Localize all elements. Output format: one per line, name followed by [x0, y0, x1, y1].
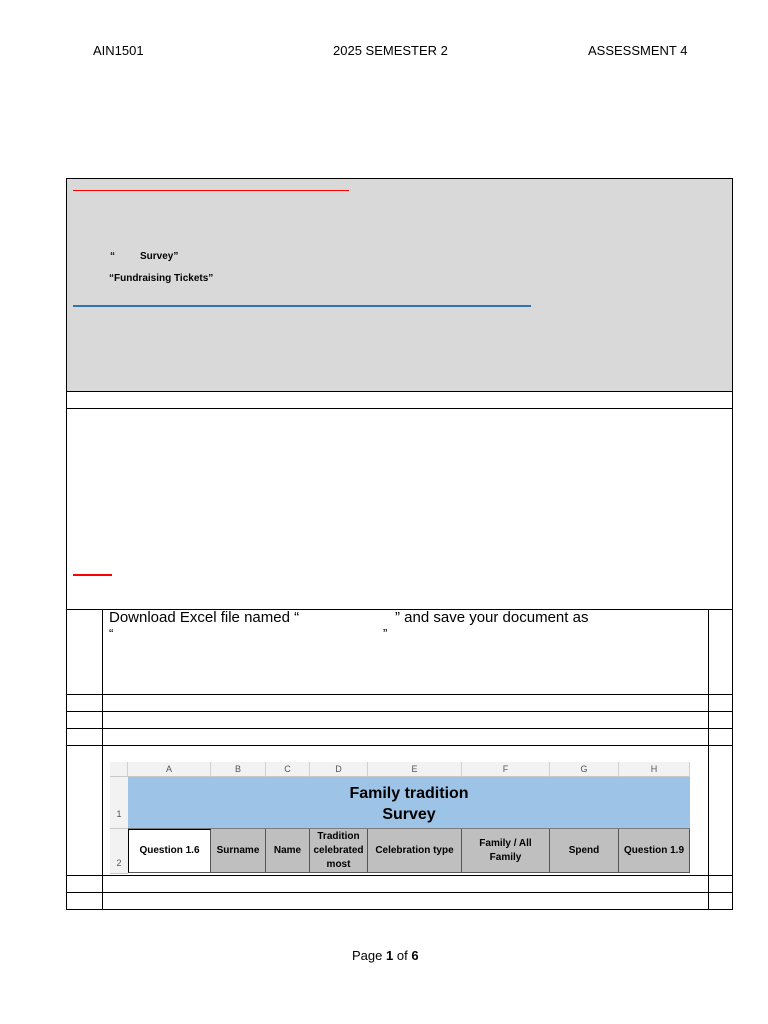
column-header: B	[211, 762, 266, 777]
of-word: of	[396, 948, 408, 963]
column-header: G	[550, 762, 619, 777]
intro-box	[66, 178, 733, 392]
header-semester: 2025 SEMESTER 2	[333, 43, 448, 58]
page-current: 1	[386, 948, 394, 963]
survey-title-line2: Survey	[382, 806, 436, 823]
fundraising-label: “Fundraising Tickets”	[109, 273, 214, 284]
header-cell-tradition: Tradition celebrated most	[310, 829, 368, 873]
task-table-col-divider-right	[708, 609, 709, 910]
blue-rule	[73, 305, 531, 307]
header-cell-question-1-6: Question 1.6	[128, 829, 211, 873]
page-footer	[352, 948, 419, 963]
page-word: Page	[352, 948, 383, 963]
header-cell-name: Name	[266, 829, 310, 873]
row-divider	[66, 694, 733, 695]
task-line1-suffix: ” and save your document as	[395, 609, 589, 626]
header-assessment: ASSESSMENT 4	[588, 43, 688, 58]
row-divider	[66, 745, 733, 746]
column-header: H	[619, 762, 690, 777]
row-divider	[66, 875, 733, 876]
task-table-col-divider-left	[102, 609, 103, 910]
survey-open-quote: “	[110, 251, 115, 262]
column-header: F	[462, 762, 550, 777]
empty-row-1	[66, 391, 733, 409]
red-rule	[73, 190, 349, 191]
row-divider	[66, 728, 733, 729]
task-line2-open-quote: “	[109, 626, 114, 641]
content-box	[66, 408, 733, 610]
row-divider	[66, 711, 733, 712]
task-line2-close-quote: ”	[383, 626, 388, 641]
header-cell-question-1-9: Question 1.9	[619, 829, 690, 873]
header-cell-family: Family / All Family	[462, 829, 550, 873]
row-header: 1	[110, 777, 128, 829]
red-marker	[73, 574, 112, 576]
column-header: E	[368, 762, 462, 777]
header-cell-celebration-type: Celebration type	[368, 829, 462, 873]
page-total: 6	[411, 948, 419, 963]
survey-title-line1: Family tradition	[349, 785, 469, 802]
header-cell-surname: Surname	[211, 829, 266, 873]
select-all-corner	[110, 762, 128, 777]
survey-title-band	[128, 777, 690, 829]
column-header: D	[310, 762, 368, 777]
row-divider	[66, 892, 733, 893]
task-line1-prefix: Download Excel file named “	[109, 609, 300, 626]
header-course-code: AIN1501	[93, 43, 144, 58]
column-header: A	[128, 762, 211, 777]
spreadsheet-screenshot	[110, 762, 690, 874]
column-header: C	[266, 762, 310, 777]
header-cell-spend: Spend	[550, 829, 619, 873]
row-header: 2	[110, 829, 128, 874]
survey-label: Survey”	[140, 251, 179, 262]
